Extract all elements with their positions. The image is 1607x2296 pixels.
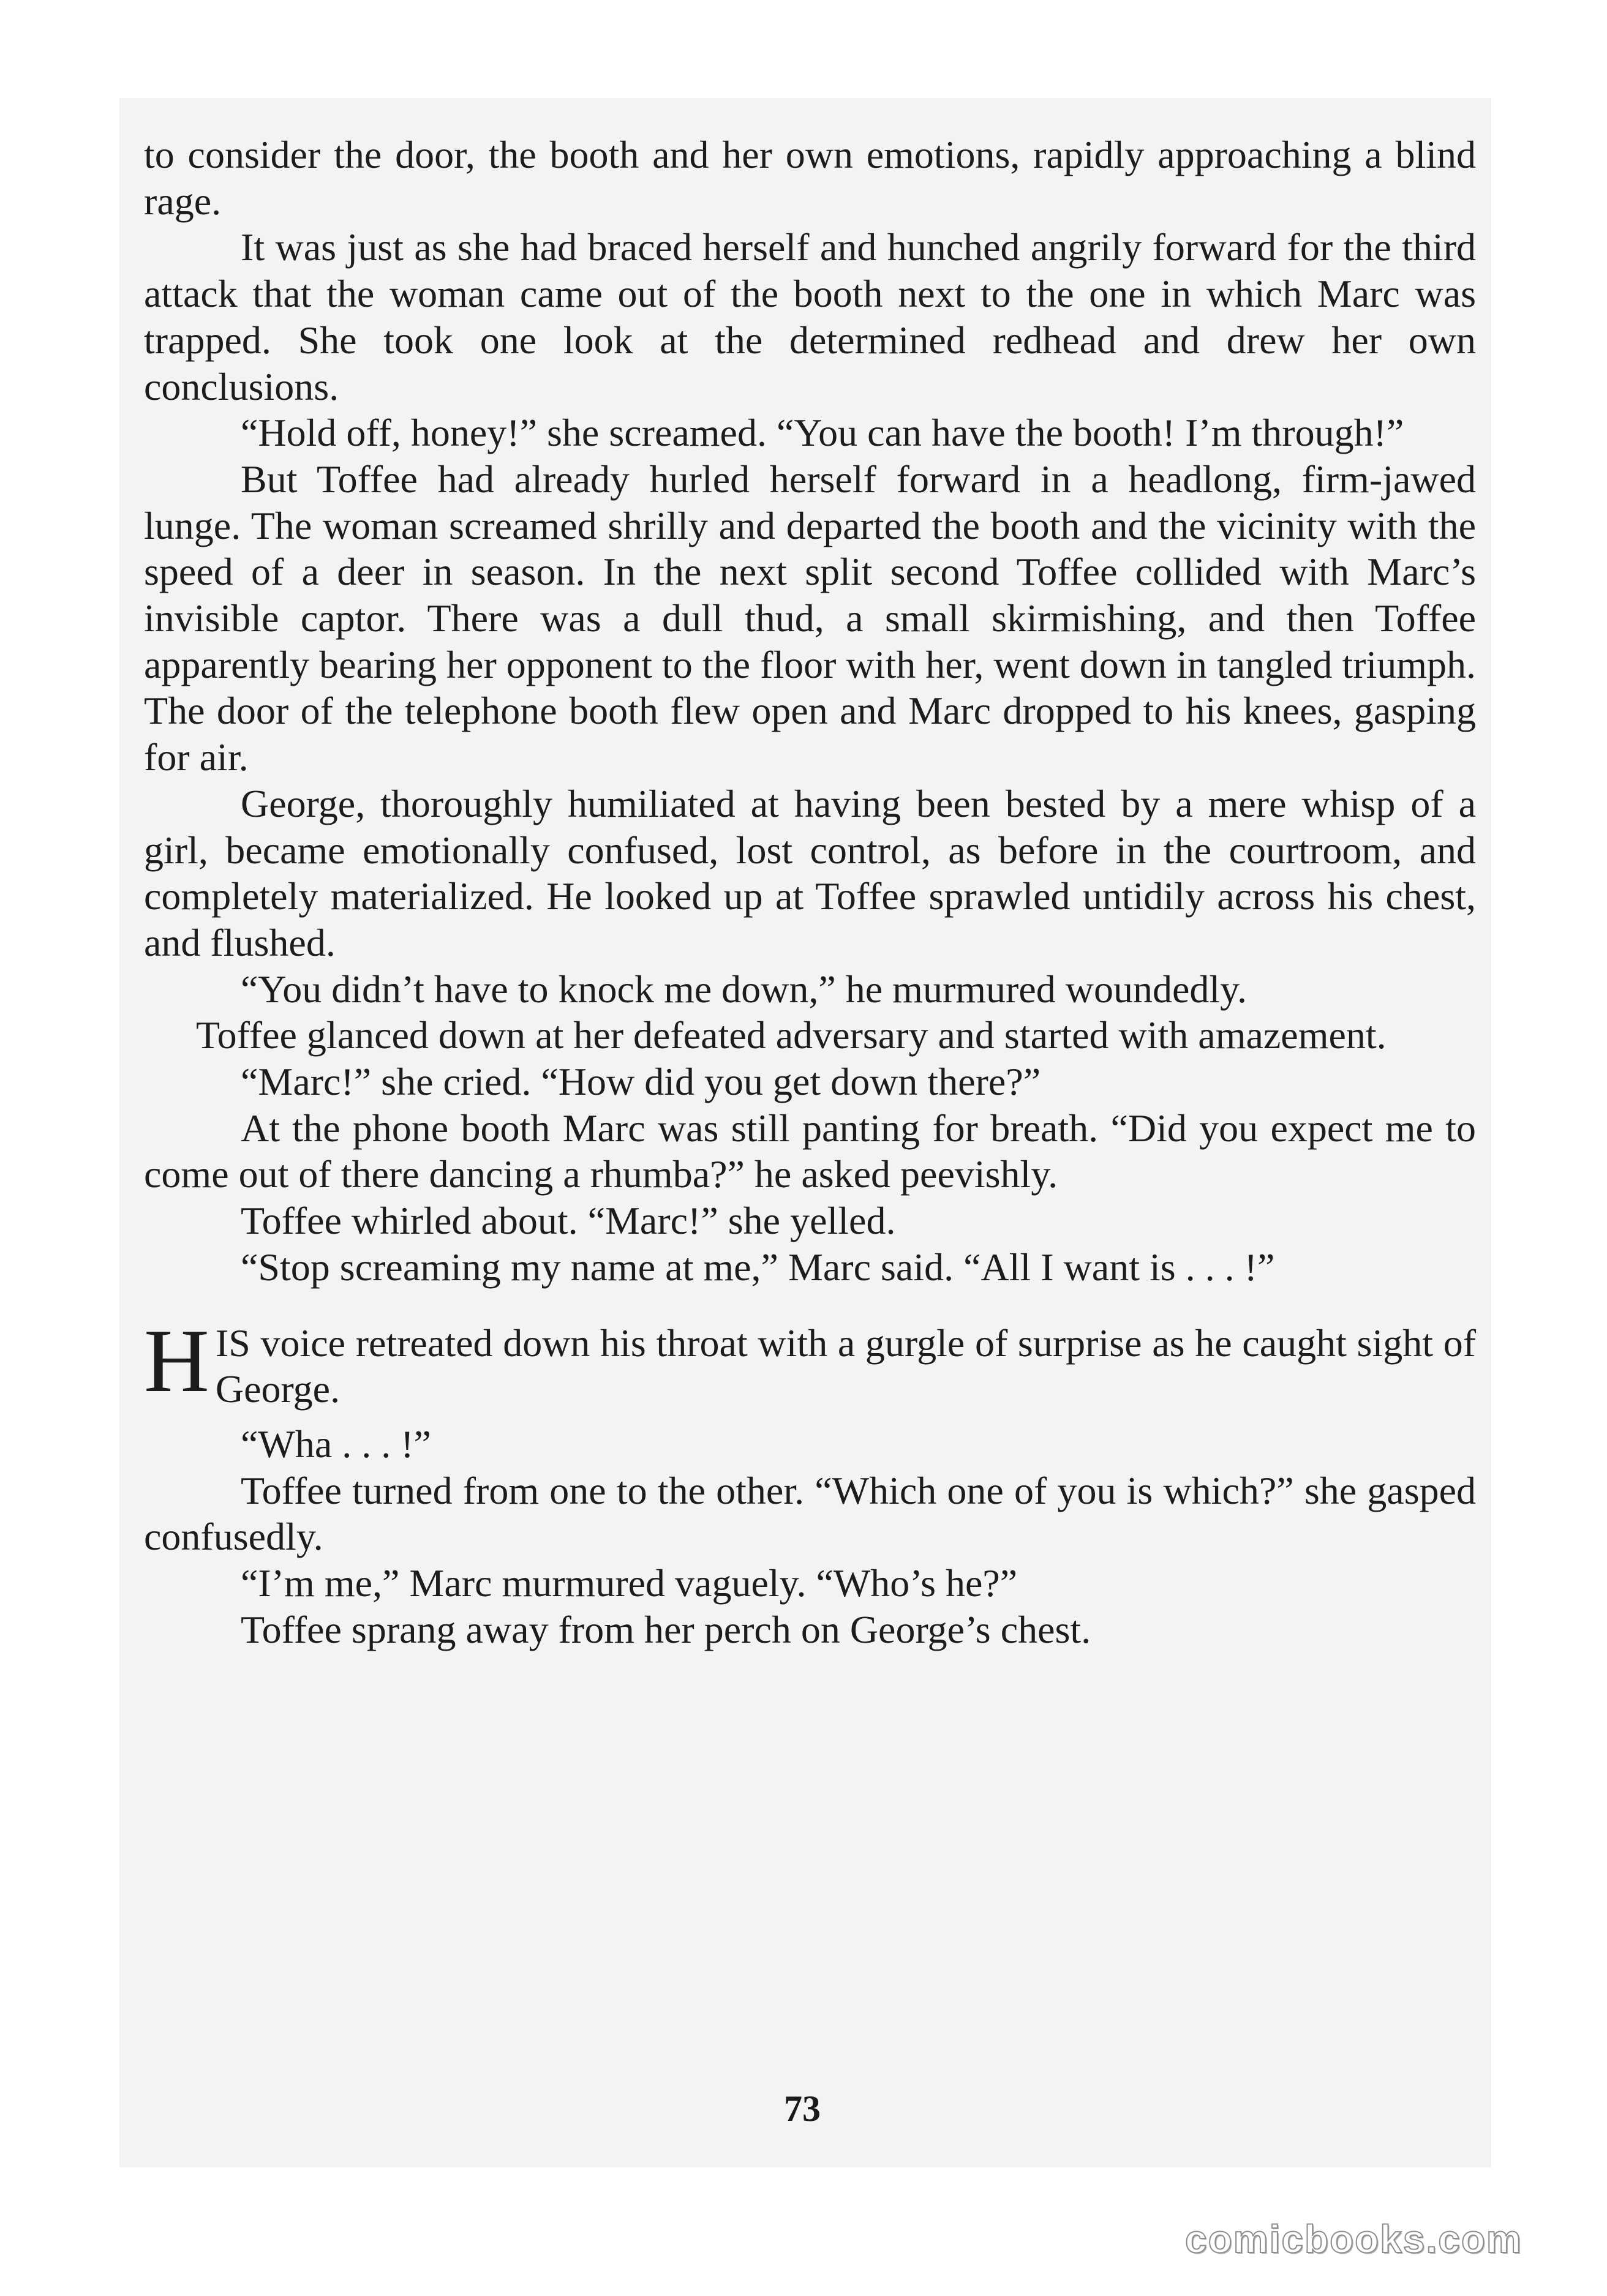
- page-text: [144, 132, 1476, 1653]
- paragraph: to consider the door, the booth and her own emotions, rapidly approaching a blind rage.: [144, 133, 1476, 223]
- drop-cap-initial: H: [144, 1310, 209, 1411]
- site-watermark: comicbooks.com: [1185, 2217, 1522, 2261]
- drop-cap-paragraph: [144, 1310, 1476, 1412]
- paragraph: Toffee turned from one to the other. “Which one of you is which?” she gasped confusedly.: [144, 1468, 1476, 1559]
- paragraph: “Marc!” she cried. “How did you get down there?”: [241, 1060, 1041, 1104]
- paragraph: “Stop screaming my name at me,” Marc said. “All I want is . . . !”: [241, 1245, 1275, 1289]
- drop-cap-text: IS voice retreated down his throat with a gurgle of surprise as he caught sight of George.: [215, 1321, 1476, 1411]
- page-number: 73: [784, 2088, 821, 2129]
- paragraph: Toffee sprang away from her perch on George’s chest.: [241, 1607, 1091, 1651]
- paragraph: It was just as she had braced herself and hunched angrily forward for the third attack that the woman came out of the booth next to the one in which Marc was trapped. She took one look at the determined redhead and drew her own conclusions.: [144, 225, 1476, 408]
- paragraph: “Wha . . . !”: [241, 1422, 431, 1466]
- paragraph: George, thoroughly humiliated at having been bested by a mere whisp of a girl, became emotionally confused, lost control, as before in the courtroom, and completely materialized. He looked up at Toffee sprawled untidily across his chest, and flushed.: [144, 781, 1476, 964]
- paragraph: Toffee whirled about. “Marc!” she yelled.: [241, 1199, 896, 1243]
- paragraph: At the phone booth Marc was still panting for breath. “Did you expect me to come out of there dancing a rhumba?” he asked peevishly.: [144, 1106, 1476, 1196]
- paragraph: “Hold off, honey!” she screamed. “You can have the booth! I’m through!”: [241, 411, 1404, 455]
- paragraph: “You didn’t have to knock me down,” he murmured woundedly.: [241, 967, 1247, 1011]
- paragraph: “I’m me,” Marc murmured vaguely. “Who’s he?”: [241, 1561, 1018, 1605]
- paragraph: But Toffee had already hurled herself forward in a headlong, firm-jawed lunge. The woman screamed shrilly and departed the booth and the vicinity with the speed of a deer in season. In the next split second Toffee collided with Marc’s invisible captor. There was a dull thud, a small skirmishing, and then Toffee apparently bearing her opponent to the floor with her, went down in tangled triumph. The door of the telephone booth flew open and Marc dropped to his knees, gasping for air.: [144, 457, 1476, 779]
- paragraph: Toffee glanced down at her defeated adversary and started with amazement.: [196, 1013, 1387, 1057]
